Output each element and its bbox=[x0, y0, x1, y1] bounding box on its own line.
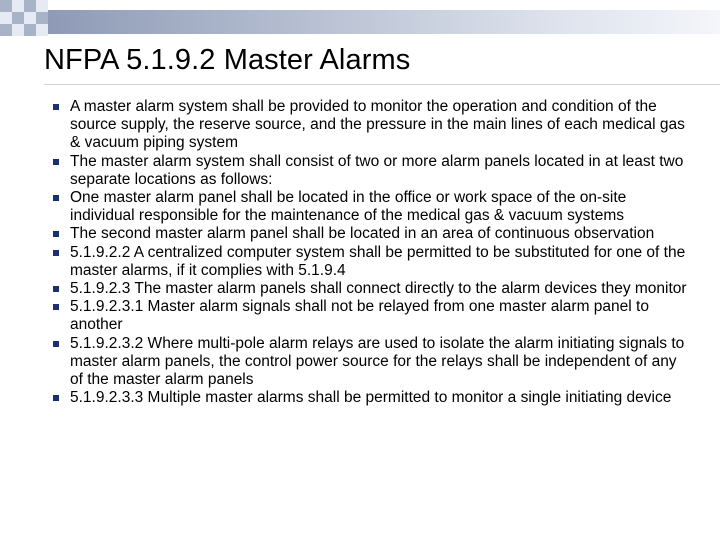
bullet-text: The second master alarm panel shall be located in an area of continuous observation bbox=[70, 225, 655, 243]
slide-title: NFPA 5.1.9.2 Master Alarms bbox=[44, 44, 411, 76]
bullet-text: 5.1.9.2.3.2 Where multi-pole alarm relays are used to isolate the alarm initiating signals to master alarm panels, the control power source for the relays shall be independent of any of the master alarm panels bbox=[70, 334, 685, 389]
bullet-text: 5.1.9.2.3 The master alarm panels shall connect directly to the alarm devices they monitor bbox=[70, 280, 687, 298]
square-bullet-icon bbox=[53, 286, 59, 292]
square-bullet-icon bbox=[53, 195, 59, 201]
bullet-item bbox=[53, 335, 693, 390]
bullet-text: One master alarm panel shall be located in the office or work space of the on-site individual responsible for the maintenance of the medical gas & vacuum systems bbox=[70, 189, 627, 225]
square-bullet-icon bbox=[53, 231, 59, 237]
square-bullet-icon bbox=[53, 250, 59, 256]
title-divider bbox=[44, 84, 720, 85]
bullet-text: A master alarm system shall be provided to monitor the operation and condition of the source supply, the reserve source, and the pressure in the main lines of each medical gas & vacuum piping system bbox=[70, 98, 685, 152]
bullet-item bbox=[53, 389, 693, 407]
square-bullet-icon bbox=[53, 104, 59, 110]
bullet-text: 5.1.9.2.2 A centralized computer system shall be permitted to be substituted for one of the master alarms, if it complies with 5.1.9.4 bbox=[70, 243, 686, 279]
square-bullet-icon bbox=[53, 395, 59, 401]
square-bullet-icon bbox=[53, 159, 59, 165]
corner-checker-decoration bbox=[0, 0, 48, 36]
square-bullet-icon bbox=[53, 304, 59, 310]
bullet-list bbox=[53, 98, 693, 407]
bullet-item bbox=[53, 189, 693, 225]
bullet-text: 5.1.9.2.3.3 Multiple master alarms shall be permitted to monitor a single initiating device bbox=[70, 389, 672, 407]
bullet-text: 5.1.9.2.3.1 Master alarm signals shall not be relayed from one master alarm panel to another bbox=[70, 298, 649, 334]
bullet-item bbox=[53, 225, 693, 243]
bullet-item bbox=[53, 244, 693, 280]
bullet-item bbox=[53, 298, 693, 334]
square-bullet-icon bbox=[53, 341, 59, 347]
bullet-item bbox=[53, 98, 693, 153]
bullet-text: The master alarm system shall consist of two or more alarm panels located in at least two separate locations as follows: bbox=[70, 152, 684, 188]
bullet-item bbox=[53, 153, 693, 189]
header-gradient-band bbox=[48, 10, 720, 34]
bullet-item bbox=[53, 280, 693, 298]
